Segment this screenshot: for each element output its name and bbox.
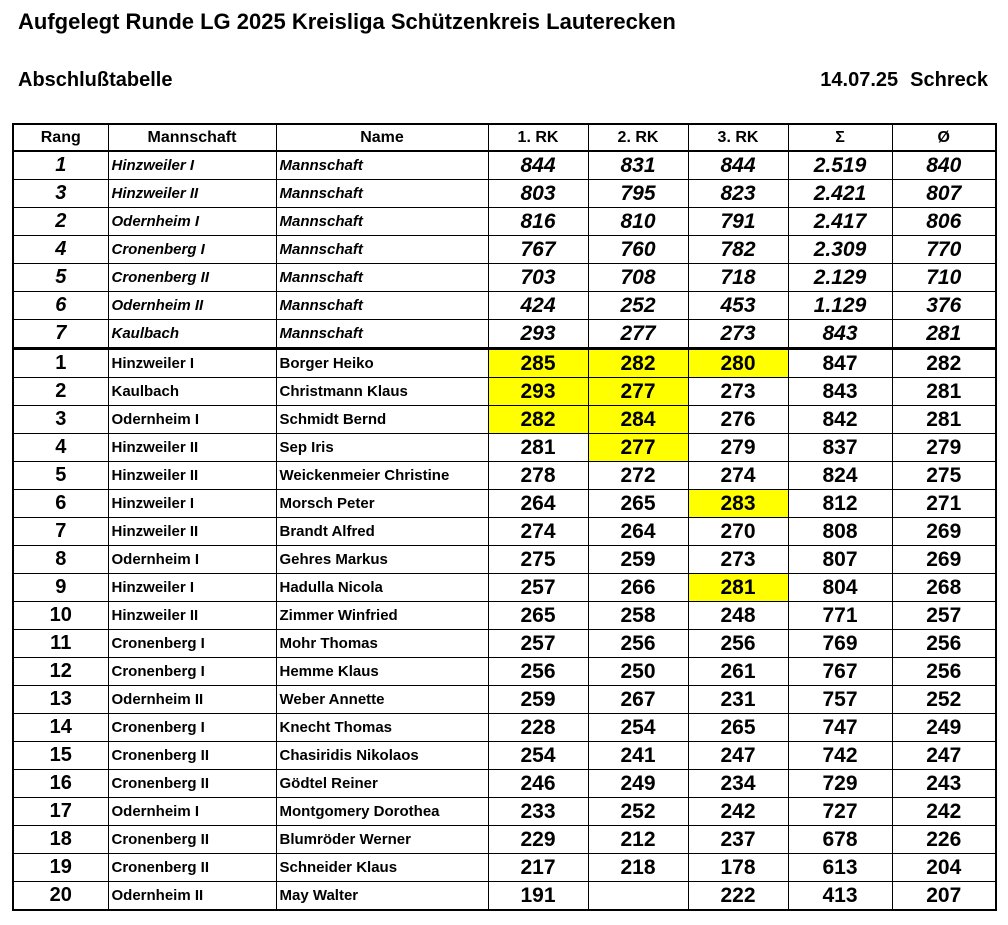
rang-cell: 6 bbox=[13, 292, 108, 320]
rk2-cell: 250 bbox=[588, 658, 688, 686]
avg-cell: 376 bbox=[892, 292, 996, 320]
rk2-cell: 277 bbox=[588, 378, 688, 406]
rk1-cell: 264 bbox=[488, 490, 588, 518]
rk3-cell: 265 bbox=[688, 714, 788, 742]
rk2-cell: 760 bbox=[588, 236, 688, 264]
rk3-cell: 234 bbox=[688, 770, 788, 798]
rk1-cell: 285 bbox=[488, 349, 588, 378]
report-author: Schreck bbox=[910, 69, 988, 91]
individual-table-row bbox=[13, 490, 996, 518]
header-rk2: 2. RK bbox=[588, 124, 688, 151]
team-cell: Cronenberg II bbox=[108, 264, 276, 292]
avg-cell: 275 bbox=[892, 462, 996, 490]
sum-cell: 2.421 bbox=[788, 180, 892, 208]
rang-cell: 2 bbox=[13, 208, 108, 236]
name-cell: Blumröder Werner bbox=[276, 826, 488, 854]
avg-cell: 840 bbox=[892, 151, 996, 180]
rang-cell: 17 bbox=[13, 798, 108, 826]
rk2-cell: 212 bbox=[588, 826, 688, 854]
individual-table-row bbox=[13, 518, 996, 546]
avg-cell: 770 bbox=[892, 236, 996, 264]
rk2-cell: 282 bbox=[588, 349, 688, 378]
individual-table-row bbox=[13, 826, 996, 854]
team-cell: Cronenberg I bbox=[108, 714, 276, 742]
name-cell: Gödtel Reiner bbox=[276, 770, 488, 798]
sum-cell: 729 bbox=[788, 770, 892, 798]
individual-table-row bbox=[13, 434, 996, 462]
team-rows bbox=[13, 151, 996, 349]
team-cell: Odernheim II bbox=[108, 882, 276, 911]
individual-table-row bbox=[13, 546, 996, 574]
rk2-cell: 218 bbox=[588, 854, 688, 882]
sum-cell: 837 bbox=[788, 434, 892, 462]
rk1-cell: 229 bbox=[488, 826, 588, 854]
name-cell: Hemme Klaus bbox=[276, 658, 488, 686]
name-cell: Schneider Klaus bbox=[276, 854, 488, 882]
rk3-cell: 256 bbox=[688, 630, 788, 658]
team-table-row bbox=[13, 264, 996, 292]
rang-cell: 5 bbox=[13, 264, 108, 292]
avg-cell: 243 bbox=[892, 770, 996, 798]
sum-cell: 812 bbox=[788, 490, 892, 518]
rk1-cell: 282 bbox=[488, 406, 588, 434]
sum-cell: 2.309 bbox=[788, 236, 892, 264]
avg-cell: 247 bbox=[892, 742, 996, 770]
avg-cell: 282 bbox=[892, 349, 996, 378]
sum-cell: 771 bbox=[788, 602, 892, 630]
rang-cell: 12 bbox=[13, 658, 108, 686]
individual-table-row bbox=[13, 882, 996, 911]
name-cell: Chasiridis Nikolaos bbox=[276, 742, 488, 770]
rang-cell: 5 bbox=[13, 462, 108, 490]
sum-cell: 2.519 bbox=[788, 151, 892, 180]
sum-cell: 613 bbox=[788, 854, 892, 882]
rk2-cell: 241 bbox=[588, 742, 688, 770]
team-cell: Kaulbach bbox=[108, 378, 276, 406]
rk1-cell: 275 bbox=[488, 546, 588, 574]
team-cell: Odernheim II bbox=[108, 686, 276, 714]
rk3-cell: 273 bbox=[688, 546, 788, 574]
name-cell: Borger Heiko bbox=[276, 349, 488, 378]
rk1-cell: 767 bbox=[488, 236, 588, 264]
avg-cell: 271 bbox=[892, 490, 996, 518]
rk2-cell: 256 bbox=[588, 630, 688, 658]
rk2-cell: 266 bbox=[588, 574, 688, 602]
sum-cell: 2.129 bbox=[788, 264, 892, 292]
name-cell: Hadulla Nicola bbox=[276, 574, 488, 602]
name-cell: Mohr Thomas bbox=[276, 630, 488, 658]
rang-cell: 15 bbox=[13, 742, 108, 770]
avg-cell: 269 bbox=[892, 546, 996, 574]
rk1-cell: 191 bbox=[488, 882, 588, 911]
individual-table-row bbox=[13, 854, 996, 882]
sum-cell: 742 bbox=[788, 742, 892, 770]
name-cell: Sep Iris bbox=[276, 434, 488, 462]
rk3-cell: 718 bbox=[688, 264, 788, 292]
rang-cell: 10 bbox=[13, 602, 108, 630]
rk3-cell: 791 bbox=[688, 208, 788, 236]
rk3-cell: 453 bbox=[688, 292, 788, 320]
rang-cell: 19 bbox=[13, 854, 108, 882]
rk3-cell: 248 bbox=[688, 602, 788, 630]
avg-cell: 806 bbox=[892, 208, 996, 236]
rang-cell: 3 bbox=[13, 180, 108, 208]
rk1-cell: 233 bbox=[488, 798, 588, 826]
sum-cell: 757 bbox=[788, 686, 892, 714]
header-row bbox=[13, 124, 996, 151]
individual-table-row bbox=[13, 406, 996, 434]
avg-cell: 710 bbox=[892, 264, 996, 292]
rk1-cell: 217 bbox=[488, 854, 588, 882]
rk1-cell: 228 bbox=[488, 714, 588, 742]
team-cell: Hinzweiler II bbox=[108, 518, 276, 546]
sum-cell: 747 bbox=[788, 714, 892, 742]
sum-cell: 843 bbox=[788, 320, 892, 349]
individual-table-row bbox=[13, 462, 996, 490]
rk3-cell: 281 bbox=[688, 574, 788, 602]
name-cell: Mannschaft bbox=[276, 320, 488, 349]
name-cell: Morsch Peter bbox=[276, 490, 488, 518]
individual-table-row bbox=[13, 770, 996, 798]
team-table-row bbox=[13, 208, 996, 236]
rk1-cell: 257 bbox=[488, 630, 588, 658]
sum-cell: 807 bbox=[788, 546, 892, 574]
rk3-cell: 283 bbox=[688, 490, 788, 518]
avg-cell: 807 bbox=[892, 180, 996, 208]
rk1-cell: 844 bbox=[488, 151, 588, 180]
team-cell: Odernheim I bbox=[108, 546, 276, 574]
rk2-cell: 265 bbox=[588, 490, 688, 518]
avg-cell: 242 bbox=[892, 798, 996, 826]
report-date: 14.07.25 bbox=[820, 69, 899, 91]
name-cell: Mannschaft bbox=[276, 151, 488, 180]
individual-table-row bbox=[13, 602, 996, 630]
team-cell: Hinzweiler I bbox=[108, 349, 276, 378]
avg-cell: 252 bbox=[892, 686, 996, 714]
rk1-cell: 274 bbox=[488, 518, 588, 546]
rk2-cell: 264 bbox=[588, 518, 688, 546]
team-cell: Cronenberg II bbox=[108, 770, 276, 798]
rk2-cell: 254 bbox=[588, 714, 688, 742]
rk3-cell: 279 bbox=[688, 434, 788, 462]
team-cell: Hinzweiler II bbox=[108, 602, 276, 630]
rk3-cell: 782 bbox=[688, 236, 788, 264]
team-cell: Hinzweiler II bbox=[108, 180, 276, 208]
rk3-cell: 178 bbox=[688, 854, 788, 882]
rk1-cell: 816 bbox=[488, 208, 588, 236]
rk3-cell: 231 bbox=[688, 686, 788, 714]
rk3-cell: 242 bbox=[688, 798, 788, 826]
rang-cell: 3 bbox=[13, 406, 108, 434]
avg-cell: 281 bbox=[892, 378, 996, 406]
name-cell: Mannschaft bbox=[276, 264, 488, 292]
rk1-cell: 424 bbox=[488, 292, 588, 320]
avg-cell: 279 bbox=[892, 434, 996, 462]
rang-cell: 20 bbox=[13, 882, 108, 911]
rk2-cell: 795 bbox=[588, 180, 688, 208]
avg-cell: 281 bbox=[892, 320, 996, 349]
name-cell: Mannschaft bbox=[276, 208, 488, 236]
team-table-row bbox=[13, 151, 996, 180]
rang-cell: 1 bbox=[13, 151, 108, 180]
rk2-cell: 258 bbox=[588, 602, 688, 630]
rk2-cell: 708 bbox=[588, 264, 688, 292]
rk1-cell: 281 bbox=[488, 434, 588, 462]
rk2-cell: 277 bbox=[588, 434, 688, 462]
rang-cell: 18 bbox=[13, 826, 108, 854]
team-cell: Hinzweiler I bbox=[108, 151, 276, 180]
avg-cell: 204 bbox=[892, 854, 996, 882]
individual-table-row bbox=[13, 714, 996, 742]
individual-table-row bbox=[13, 574, 996, 602]
header-avg: Ø bbox=[892, 124, 996, 151]
team-table-row bbox=[13, 292, 996, 320]
table-subtitle: Abschlußtabelle bbox=[18, 69, 173, 91]
rk1-cell: 259 bbox=[488, 686, 588, 714]
name-cell: Gehres Markus bbox=[276, 546, 488, 574]
header-mannschaft: Mannschaft bbox=[108, 124, 276, 151]
rk3-cell: 222 bbox=[688, 882, 788, 911]
avg-cell: 207 bbox=[892, 882, 996, 911]
rk3-cell: 237 bbox=[688, 826, 788, 854]
rk2-cell: 249 bbox=[588, 770, 688, 798]
rk1-cell: 293 bbox=[488, 378, 588, 406]
team-cell: Cronenberg II bbox=[108, 854, 276, 882]
rk2-cell: 272 bbox=[588, 462, 688, 490]
avg-cell: 226 bbox=[892, 826, 996, 854]
rk1-cell: 257 bbox=[488, 574, 588, 602]
name-cell: Schmidt Bernd bbox=[276, 406, 488, 434]
rang-cell: 13 bbox=[13, 686, 108, 714]
team-cell: Odernheim I bbox=[108, 406, 276, 434]
rk1-cell: 803 bbox=[488, 180, 588, 208]
name-cell: May Walter bbox=[276, 882, 488, 911]
team-cell: Hinzweiler II bbox=[108, 462, 276, 490]
rk1-cell: 703 bbox=[488, 264, 588, 292]
rk2-cell: 277 bbox=[588, 320, 688, 349]
team-cell: Cronenberg I bbox=[108, 630, 276, 658]
team-cell: Kaulbach bbox=[108, 320, 276, 349]
rk1-cell: 293 bbox=[488, 320, 588, 349]
rk2-cell: 252 bbox=[588, 292, 688, 320]
avg-cell: 256 bbox=[892, 630, 996, 658]
name-cell: Mannschaft bbox=[276, 180, 488, 208]
avg-cell: 268 bbox=[892, 574, 996, 602]
header-rk1: 1. RK bbox=[488, 124, 588, 151]
name-cell: Montgomery Dorothea bbox=[276, 798, 488, 826]
header-rang: Rang bbox=[13, 124, 108, 151]
sum-cell: 808 bbox=[788, 518, 892, 546]
rk2-cell: 284 bbox=[588, 406, 688, 434]
sum-cell: 678 bbox=[788, 826, 892, 854]
team-cell: Cronenberg I bbox=[108, 236, 276, 264]
sum-cell: 824 bbox=[788, 462, 892, 490]
rk1-cell: 265 bbox=[488, 602, 588, 630]
name-cell: Knecht Thomas bbox=[276, 714, 488, 742]
team-cell: Hinzweiler I bbox=[108, 574, 276, 602]
sum-cell: 847 bbox=[788, 349, 892, 378]
team-cell: Odernheim II bbox=[108, 292, 276, 320]
rk3-cell: 844 bbox=[688, 151, 788, 180]
date-author-line bbox=[820, 69, 988, 92]
name-cell: Weber Annette bbox=[276, 686, 488, 714]
rk2-cell: 810 bbox=[588, 208, 688, 236]
page-title: Aufgelegt Runde LG 2025 Kreisliga Schützenkreis Lauterecken bbox=[18, 9, 676, 34]
team-table-row bbox=[13, 236, 996, 264]
rang-cell: 16 bbox=[13, 770, 108, 798]
header-sum: Σ bbox=[788, 124, 892, 151]
sum-cell: 1.129 bbox=[788, 292, 892, 320]
individual-table-row bbox=[13, 686, 996, 714]
team-cell: Hinzweiler I bbox=[108, 490, 276, 518]
rang-cell: 9 bbox=[13, 574, 108, 602]
rk3-cell: 273 bbox=[688, 378, 788, 406]
rk3-cell: 247 bbox=[688, 742, 788, 770]
sum-cell: 727 bbox=[788, 798, 892, 826]
rk2-cell: 267 bbox=[588, 686, 688, 714]
team-cell: Hinzweiler II bbox=[108, 434, 276, 462]
rk1-cell: 246 bbox=[488, 770, 588, 798]
sum-cell: 843 bbox=[788, 378, 892, 406]
rk1-cell: 254 bbox=[488, 742, 588, 770]
rk1-cell: 278 bbox=[488, 462, 588, 490]
header-name: Name bbox=[276, 124, 488, 151]
name-cell: Zimmer Winfried bbox=[276, 602, 488, 630]
avg-cell: 249 bbox=[892, 714, 996, 742]
rk2-cell: 831 bbox=[588, 151, 688, 180]
individual-table-row bbox=[13, 658, 996, 686]
name-cell: Mannschaft bbox=[276, 236, 488, 264]
avg-cell: 281 bbox=[892, 406, 996, 434]
rk3-cell: 274 bbox=[688, 462, 788, 490]
rk2-cell: 259 bbox=[588, 546, 688, 574]
team-table-row bbox=[13, 320, 996, 349]
name-cell: Mannschaft bbox=[276, 292, 488, 320]
name-cell: Christmann Klaus bbox=[276, 378, 488, 406]
avg-cell: 257 bbox=[892, 602, 996, 630]
header-rk3: 3. RK bbox=[688, 124, 788, 151]
individual-table-row bbox=[13, 349, 996, 378]
rk3-cell: 270 bbox=[688, 518, 788, 546]
team-cell: Cronenberg II bbox=[108, 826, 276, 854]
team-cell: Cronenberg II bbox=[108, 742, 276, 770]
team-cell: Cronenberg I bbox=[108, 658, 276, 686]
rang-cell: 4 bbox=[13, 236, 108, 264]
rk2-cell bbox=[588, 882, 688, 911]
rk3-cell: 273 bbox=[688, 320, 788, 349]
sum-cell: 413 bbox=[788, 882, 892, 911]
rk3-cell: 823 bbox=[688, 180, 788, 208]
rk2-cell: 252 bbox=[588, 798, 688, 826]
team-cell: Odernheim I bbox=[108, 798, 276, 826]
individual-table-row bbox=[13, 378, 996, 406]
name-cell: Weickenmeier Christine bbox=[276, 462, 488, 490]
rk3-cell: 261 bbox=[688, 658, 788, 686]
sum-cell: 2.417 bbox=[788, 208, 892, 236]
rk3-cell: 276 bbox=[688, 406, 788, 434]
sum-cell: 804 bbox=[788, 574, 892, 602]
team-cell: Odernheim I bbox=[108, 208, 276, 236]
rang-cell: 14 bbox=[13, 714, 108, 742]
sum-cell: 769 bbox=[788, 630, 892, 658]
individual-table-row bbox=[13, 630, 996, 658]
rang-cell: 6 bbox=[13, 490, 108, 518]
individual-table-row bbox=[13, 742, 996, 770]
sum-cell: 767 bbox=[788, 658, 892, 686]
team-table-row bbox=[13, 180, 996, 208]
results-table bbox=[12, 123, 997, 911]
rang-cell: 11 bbox=[13, 630, 108, 658]
rang-cell: 7 bbox=[13, 518, 108, 546]
name-cell: Brandt Alfred bbox=[276, 518, 488, 546]
rang-cell: 2 bbox=[13, 378, 108, 406]
rang-cell: 7 bbox=[13, 320, 108, 349]
avg-cell: 269 bbox=[892, 518, 996, 546]
sum-cell: 842 bbox=[788, 406, 892, 434]
individual-table-row bbox=[13, 798, 996, 826]
individual-rows bbox=[13, 349, 996, 911]
rang-cell: 8 bbox=[13, 546, 108, 574]
avg-cell: 256 bbox=[892, 658, 996, 686]
rang-cell: 1 bbox=[13, 349, 108, 378]
rang-cell: 4 bbox=[13, 434, 108, 462]
rk3-cell: 280 bbox=[688, 349, 788, 378]
rk1-cell: 256 bbox=[488, 658, 588, 686]
